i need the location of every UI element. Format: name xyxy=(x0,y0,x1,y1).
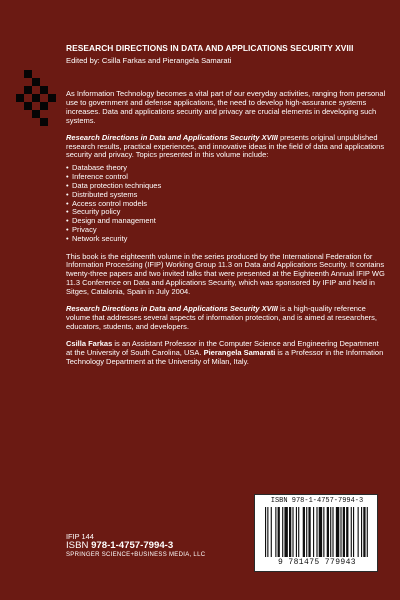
editors-line: Edited by: Csilla Farkas and Pierangela Samarati xyxy=(66,56,232,65)
barcode-bar xyxy=(336,507,339,557)
book-title-italic: Research Directions in Data and Applications Security XVIII xyxy=(66,304,278,314)
book-title-italic: Research Directions in Data and Applications Security XVIII xyxy=(66,132,278,142)
barcode-bar xyxy=(351,507,352,557)
topic-item: • Security policy xyxy=(66,208,386,217)
intro-paragraph: As Information Technology becomes a vital part of our everyday activities, ranging from personal use to government and defense applications, the need to develop high-assurance systems increases. Data and applications security and privacy are crucial elements in developing such systems. xyxy=(66,89,386,125)
barcode-bar xyxy=(353,507,354,557)
barcode-bar xyxy=(292,507,293,557)
topics-list xyxy=(66,164,386,243)
book-title: RESEARCH DIRECTIONS IN DATA AND APPLICATIONS SECURITY XVIII xyxy=(66,43,354,53)
barcode-bar xyxy=(316,507,317,557)
barcode-bar xyxy=(323,507,324,557)
barcode-bar xyxy=(332,507,333,557)
presents-text: presents original unpublished research results, practical experiences, and innovative ideas in the field of data and applications security and privacy. Topics presented in this volume include: xyxy=(66,132,385,160)
barcode-bar xyxy=(278,507,280,557)
barcode-bar xyxy=(298,507,299,557)
topic-item: • Data protection techniques xyxy=(66,182,386,191)
ifip-number: IFIP 144 xyxy=(66,532,94,541)
barcode-bar xyxy=(271,507,272,557)
isbn-value: 978-1-4757-7994-3 xyxy=(91,540,174,551)
isbn-line xyxy=(66,541,216,551)
topic-item: • Distributed systems xyxy=(66,191,386,200)
barcode-bar xyxy=(284,507,287,557)
author-bios xyxy=(66,340,386,367)
description xyxy=(66,90,386,374)
editor-bio: is a Professor in the Information Technology Department at the University of Milan, Italy. xyxy=(66,347,384,366)
barcode-bar xyxy=(367,507,368,557)
reference-paragraph xyxy=(66,305,386,332)
barcode-isbn-text: ISBN 978-1-4757-7994-3 xyxy=(270,497,364,505)
barcode-bar xyxy=(319,507,322,557)
barcode-digits: 9 781475 779943 xyxy=(277,558,356,567)
publication-info xyxy=(66,532,216,559)
isbn-label: ISBN xyxy=(66,540,92,551)
publisher-name: SPRINGER SCIENCE+BUSINESS MEDIA, LLC xyxy=(66,552,206,558)
barcode-bar xyxy=(340,507,341,557)
reference-text: is a high-quality reference volume that addresses several aspects of information protection, and is aimed at researchers, educators, students, and developers. xyxy=(66,304,377,331)
topic-item: • Privacy xyxy=(66,226,386,235)
barcode-bar xyxy=(363,507,365,557)
barcode-bar xyxy=(275,507,276,557)
editor-bio: is an Assistant Professor in the Computer Science and Engineering Department at the University of South Carolina, USA. xyxy=(66,338,379,357)
topic-item: • Database theory xyxy=(66,164,386,173)
topic-item: • Inference control xyxy=(66,173,386,182)
barcode-bar xyxy=(289,507,291,557)
editor-name: Csilla Farkas xyxy=(66,338,113,348)
topic-item: • Network security xyxy=(66,235,386,244)
editor-name: Pierangela Samarati xyxy=(203,347,276,357)
topic-item: • Design and management xyxy=(66,217,386,226)
barcode-bar xyxy=(361,507,362,557)
barcode-bars xyxy=(265,507,369,557)
barcode-bar xyxy=(303,507,305,557)
checkerboard-decoration xyxy=(8,70,56,134)
barcode-bar xyxy=(330,507,331,557)
barcode-bar xyxy=(327,507,329,557)
barcode-bar xyxy=(306,507,307,557)
barcode-bar xyxy=(265,507,266,557)
barcode-bar xyxy=(346,507,348,557)
barcode-bar xyxy=(358,507,359,557)
presents-paragraph xyxy=(66,134,386,161)
barcode xyxy=(254,494,378,572)
barcode-bar xyxy=(296,507,297,557)
barcode-bar xyxy=(267,507,268,557)
barcode-bar xyxy=(343,507,345,557)
barcode-bar xyxy=(282,507,283,557)
barcode-bar xyxy=(313,507,314,557)
volume-paragraph: This book is the eighteenth volume in the series produced by the International Federation for Information Processing (IFIP) Working Group 11.3 on Data and Applications Security. It contains twenty-three papers and two invited talks that were presented at the Eighteenth Annual IFIP WG 11.3 Conference on Data and Applications Security, which was sponsored by IFIP and held in Sitges, Catalonia, Spain in July 2004. xyxy=(66,251,385,297)
topic-item: • Access control models xyxy=(66,200,386,209)
barcode-bar xyxy=(308,507,310,557)
